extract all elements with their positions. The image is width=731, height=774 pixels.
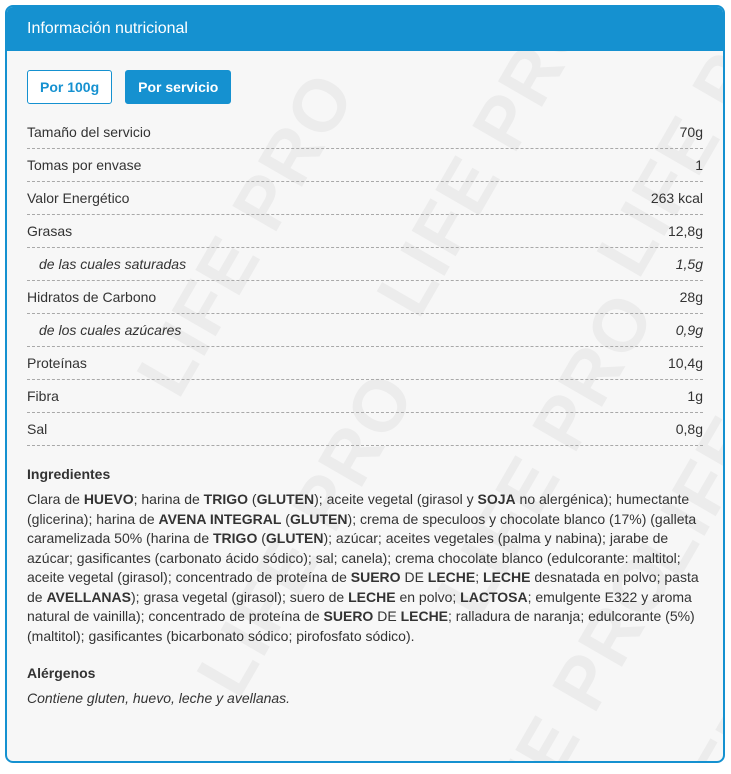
nutrition-value: 0,9g [675,322,703,338]
allergen-highlight: LACTOSA [460,588,528,605]
nutrition-row [27,413,703,446]
nutrition-panel [5,5,725,763]
nutrition-label: Hidratos de Carbono [27,289,157,305]
allergen-highlight: AVENA INTEGRAL [158,510,282,527]
ingredient-text-segment: DE [400,569,428,585]
nutrition-row [27,380,703,413]
ingredient-text-segment: en polvo; [395,588,461,605]
allergen-highlight: GLUTEN [265,530,324,546]
tab-per-serving[interactable]: Por servicio [125,70,231,104]
nutrition-row [27,248,703,281]
nutrition-value: 70g [679,124,703,140]
nutrition-row [27,149,703,182]
nutrition-value: 12,8g [667,223,703,239]
nutrition-row [27,281,703,314]
allergen-highlight: LECHE [483,569,531,585]
ingredient-text-segment: DE [373,608,401,624]
nutrition-row [27,314,703,347]
allergen-highlight: TRIGO [203,491,249,507]
nutrition-row [27,116,703,149]
panel-content [7,51,723,708]
ingredient-text-segment: ); grasa vegetal (girasol); suero de [131,588,349,605]
nutrition-value: 0,8g [675,421,703,437]
ingredients-text [27,490,703,646]
nutrition-label: Sal [27,421,48,437]
nutrition-label: de los cuales azúcares [39,322,182,338]
nutrition-value: 10,4g [667,355,703,371]
nutrition-value: 1g [687,388,703,404]
allergen-highlight: LECHE [400,608,449,624]
allergen-highlight: SOJA [477,491,516,507]
nutrition-row [27,347,703,380]
nutrition-label: Tamaño del servicio [27,124,151,140]
ingredient-text-segment: no alergénica); humectante (glicerina); harina de [27,491,690,527]
tab-per-100g[interactable]: Por 100g [27,70,112,104]
ingredient-text-segment: ; ralladura de naranja; edulcorante (5%) (maltitol); gasificantes (bicarbonato sódico; pirofosfato sódico). [27,608,695,644]
ingredient-text-segment: ); azúcar; aceites vegetales (palma y nabina); jarabe de azúcar; gasificantes (carbonato ácido sódico); sal; canela); crema chocolate blanco (edulcorante: maltitol; aceite vegetal (girasol); concentrado de proteína de [27,530,681,585]
allergen-highlight: HUEVO [83,491,134,507]
nutrition-label: Proteínas [27,355,87,371]
ingredient-text-segment: ; [475,569,484,585]
allergen-highlight: AVELLANAS [46,588,131,605]
allergen-highlight: TRIGO [213,530,258,546]
panel-title: Información nutricional [27,20,188,37]
nutrition-value: 1 [695,157,703,173]
ingredient-text-segment: ( [248,491,257,507]
ingredients-title: Ingredientes [27,466,111,482]
nutrition-row [27,182,703,215]
ingredient-text-segment: ( [281,510,290,527]
ingredient-text-segment: desnatada en polvo; pasta de [27,569,699,605]
nutrition-label: Grasas [27,223,73,239]
nutrition-value: 28g [679,289,703,305]
ingredient-text-segment: ); aceite vegetal (girasol y [314,491,478,507]
nutrition-label: Valor Energético [27,190,130,206]
ingredient-text-segment: ( [257,530,266,546]
nutrition-row [27,215,703,248]
allergens-title: Alérgenos [27,665,96,681]
allergens-text: Contiene gluten, huevo, leche y avellanas. [27,690,291,706]
nutrition-value: 1,5g [675,256,703,272]
ingredient-text-segment: ); crema de speculoos y chocolate blanco (17%) (galleta caramelizada 50% (harina de [27,510,697,546]
nutrition-label: Tomas por envase [27,157,142,173]
ingredient-text-segment: Clara de [27,491,84,507]
panel-header [7,7,723,51]
nutrition-value: 263 kcal [650,190,703,206]
nutrition-label: Fibra [27,388,59,404]
serving-tabs [27,51,703,104]
nutrition-label: de las cuales saturadas [39,256,187,272]
allergen-highlight: LECHE [348,588,396,605]
allergen-highlight: GLUTEN [289,510,348,527]
allergen-highlight: GLUTEN [256,491,315,507]
ingredient-text-segment: ; harina de [133,491,204,507]
ingredient-text-segment: ; emulgente E322 y aroma natural de vainilla); concentrado de proteína de [27,588,692,624]
allergen-highlight: SUERO [323,608,374,624]
nutrition-table [27,116,703,446]
allergen-highlight: LECHE [427,569,476,585]
allergen-highlight: SUERO [350,569,401,585]
